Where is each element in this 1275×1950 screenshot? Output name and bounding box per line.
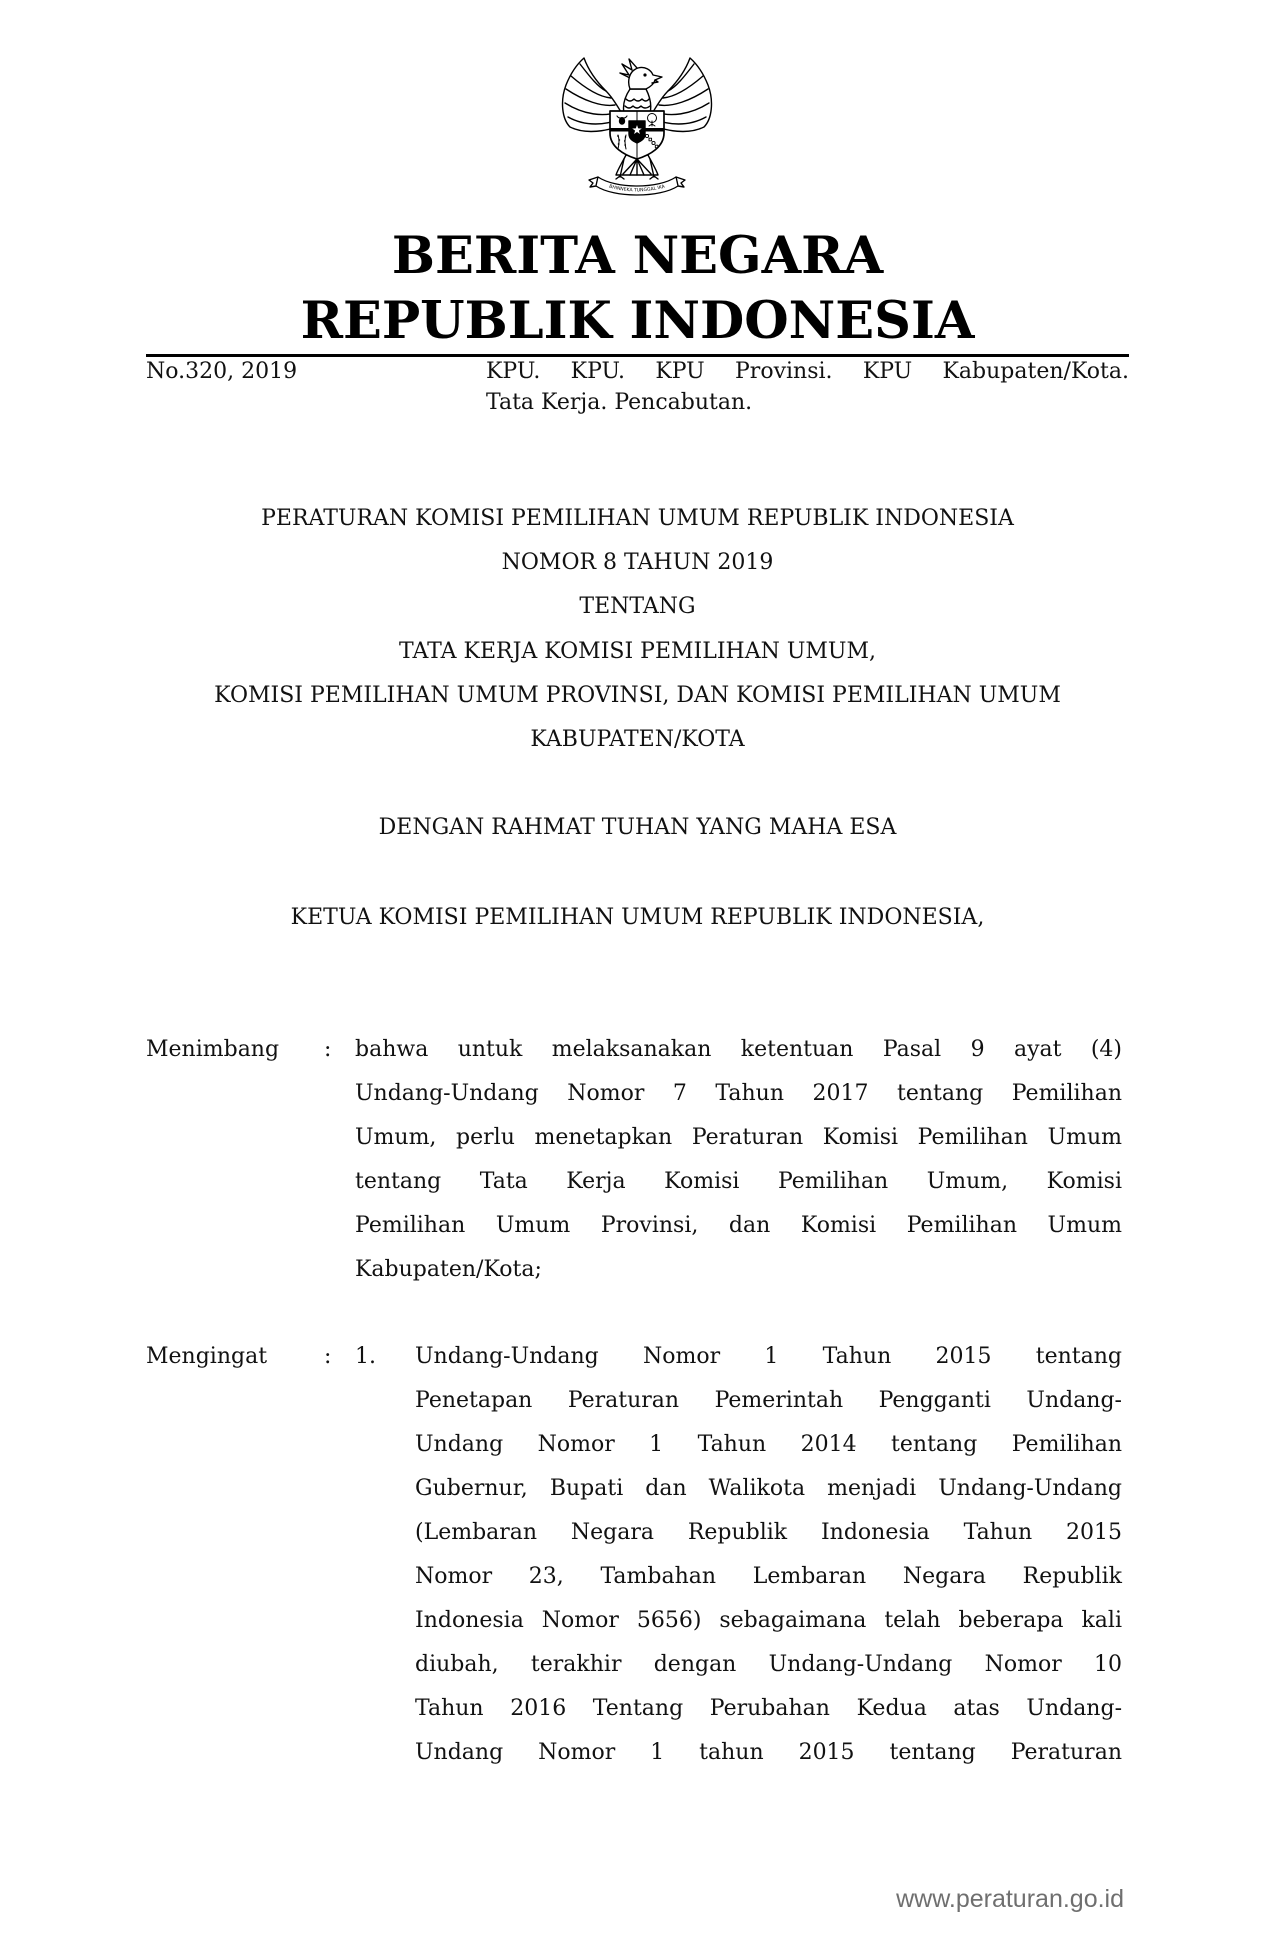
garuda-head — [620, 59, 662, 89]
gazette-subject-line: KPU. KPU. KPU Provinsi. KPU Kabupaten/Kota. — [486, 359, 1129, 384]
menimbang-line: Pemilihan Umum Provinsi, dan Komisi Pemilihan Umum — [355, 1213, 1122, 1238]
mengingat-line: Indonesia Nomor 5656) sebagaimana telah beberapa kali — [415, 1608, 1122, 1633]
regulation-title-line: KABUPATEN/KOTA — [530, 726, 745, 752]
menimbang-colon: : — [324, 1037, 332, 1062]
mengingat-line: Gubernur, Bupati dan Walikota menjadi Undang-Undang — [415, 1476, 1122, 1501]
menimbang-label: Menimbang — [146, 1037, 280, 1062]
menimbang-text — [355, 1028, 1122, 1292]
menimbang-line: tentang Tata Kerja Komisi Pemilihan Umum, Komisi — [355, 1169, 1122, 1194]
mengingat-line: Undang-Undang Nomor 1 Tahun 2015 tentang — [415, 1344, 1122, 1369]
mengingat-line: diubah, terakhir dengan Undang-Undang Nomor 10 — [415, 1652, 1122, 1677]
enacting-authority: KETUA KOMISI PEMILIHAN UMUM REPUBLIK INDONESIA, — [290, 905, 985, 930]
neck — [623, 89, 650, 113]
menimbang-line: Undang-Undang Nomor 7 Tahun 2017 tentang Pemilihan — [355, 1081, 1122, 1106]
mengingat-colon: : — [324, 1344, 332, 1369]
gazette-subject-line: Tata Kerja. Pencabutan. — [486, 390, 753, 415]
gazette-subject — [486, 356, 1129, 418]
regulation-title-line: TATA KERJA KOMISI PEMILIHAN UMUM, — [399, 638, 876, 664]
gazette-number: No.320, 2019 — [146, 359, 298, 384]
mengingat-line: (Lembaran Negara Republik Indonesia Tahun 2015 — [415, 1520, 1122, 1545]
mengingat-line: Tahun 2016 Tentang Perubahan Kedua atas Undang- — [415, 1696, 1122, 1721]
menimbang-line: Kabupaten/Kota; — [355, 1257, 542, 1282]
motto-text: BHINNEKA TUNGGAL IKA — [608, 184, 666, 194]
garuda-emblem-icon — [556, 55, 718, 205]
regulation-title-line: PERATURAN KOMISI PEMILIHAN UMUM REPUBLIK INDONESIA — [261, 506, 1014, 531]
regulation-title-line: KOMISI PEMILIHAN UMUM PROVINSI, DAN KOMISI PEMILIHAN UMUM — [214, 682, 1061, 708]
mengingat-line: Penetapan Peraturan Pemerintah Pengganti Undang- — [415, 1388, 1122, 1413]
mengingat-line: Undang Nomor 1 tahun 2015 tentang Peraturan — [415, 1740, 1122, 1765]
mengingat-item-number: 1. — [355, 1344, 376, 1369]
source-watermark: www.peraturan.go.id — [896, 1885, 1124, 1913]
masthead-title-line1: BERITA NEGARA — [391, 226, 884, 286]
regulation-title-line: NOMOR 8 TAHUN 2019 — [501, 550, 774, 576]
shield — [610, 111, 664, 159]
regulation-title — [146, 497, 1129, 762]
menimbang-line: bahwa untuk melaksanakan ketentuan Pasal 9 ayat (4) — [355, 1037, 1122, 1062]
masthead-title-line2: REPUBLIK INDONESIA — [300, 291, 975, 351]
mengingat-line: Undang Nomor 1 Tahun 2014 tentang Pemilihan — [415, 1432, 1122, 1457]
invocation: DENGAN RAHMAT TUHAN YANG MAHA ESA — [378, 815, 897, 840]
regulation-title-line: TENTANG — [579, 594, 696, 620]
mengingat-line: Nomor 23, Tambahan Lembaran Negara Republik — [415, 1564, 1122, 1589]
mengingat-item-text — [415, 1335, 1122, 1775]
menimbang-line: Umum, perlu menetapkan Peraturan Komisi Pemilihan Umum — [355, 1125, 1122, 1150]
mengingat-label: Mengingat — [146, 1344, 268, 1369]
